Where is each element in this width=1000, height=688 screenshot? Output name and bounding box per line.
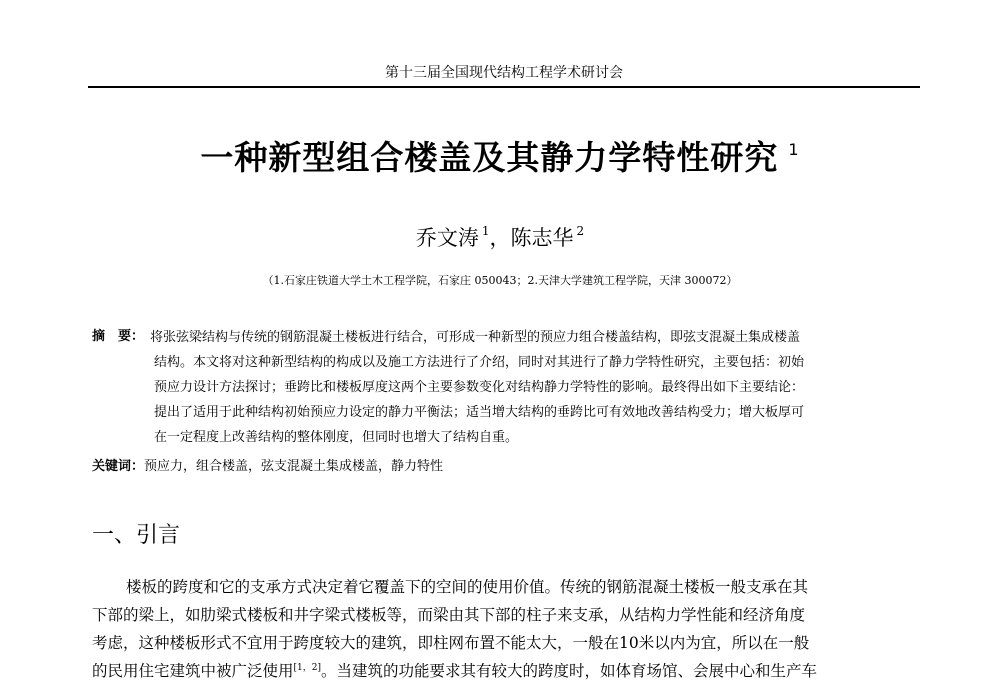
author-2: 陈志华	[510, 226, 574, 250]
abstract-line: 结构。本文将对这种新型结构的构成以及施工方法进行了介绍，同时对其进行了静力学特性研究，主要包括：初始	[154, 355, 805, 370]
intro-line: 考虑，这种楼板形式不宜用于跨度较大的建筑，即柱网布置不能太大，一般在10米以内为宜，所以在一般	[92, 634, 810, 652]
intro-text: 。当建筑的功能要求其有较大的跨度时，如体育场馆、会展中心和生产车	[321, 662, 818, 680]
affiliations: （1.石家庄铁道大学土木工程学院，石家庄 050043；2.天津大学建筑工程学院，天津 300072）	[262, 274, 738, 287]
title-footnote-mark: 1	[788, 140, 800, 159]
intro-text: 的民用住宅建筑中被广泛使用	[92, 662, 294, 680]
citation-ref: [1，2]	[293, 663, 321, 673]
paper-title	[100, 132, 900, 179]
author-1: 乔文涛	[415, 226, 479, 250]
author-2-affil-mark: 2	[576, 224, 585, 238]
abstract-label: 摘 要：	[92, 329, 145, 344]
author-separator: ，	[489, 226, 511, 250]
intro-paragraph	[92, 573, 922, 685]
keywords-text: 预应力，组合楼盖，弦支混凝土集成楼盖，静力特性	[144, 459, 444, 474]
abstract-line: 预应力设计方法探讨；垂跨比和楼板厚度这两个主要参数变化对结构静力学特性的影响。最终得出如下主要结论：	[154, 380, 805, 395]
title-text: 一种新型组合楼盖及其静力学特性研究	[200, 138, 779, 177]
author-line	[100, 222, 900, 252]
intro-line: 下部的梁上，如肋梁式楼板和井字梁式楼板等，而梁由其下部的柱子来支承，从结构力学性能和经济角度	[92, 606, 806, 624]
intro-line: 楼板的跨度和它的支承方式决定着它覆盖下的空间的使用价值。传统的钢筋混凝土楼板一般支承在其	[126, 578, 809, 596]
header-rule	[88, 86, 920, 88]
keywords-label: 关键词：	[92, 459, 145, 474]
running-header: 第十三届全国现代结构工程学术研讨会	[385, 65, 623, 81]
abstract-line: 将张弦梁结构与传统的钢筋混凝土楼板进行结合，可形成一种新型的预应力组合楼盖结构，即弦支混凝土集成楼盖	[150, 330, 801, 345]
author-1-affil-mark: 1	[481, 224, 490, 238]
intro-line	[92, 657, 922, 685]
keywords	[92, 455, 443, 474]
abstract-body	[92, 325, 922, 450]
abstract-line: 在一定程度上改善结构的整体刚度，但同时也增大了结构自重。	[154, 430, 519, 445]
section-heading: 一、引言	[92, 523, 181, 548]
abstract-line: 提出了适用于此种结构初始预应力设定的静力平衡法；适当增大结构的垂跨比可有效地改善结构受力；增大板厚可	[154, 405, 805, 420]
